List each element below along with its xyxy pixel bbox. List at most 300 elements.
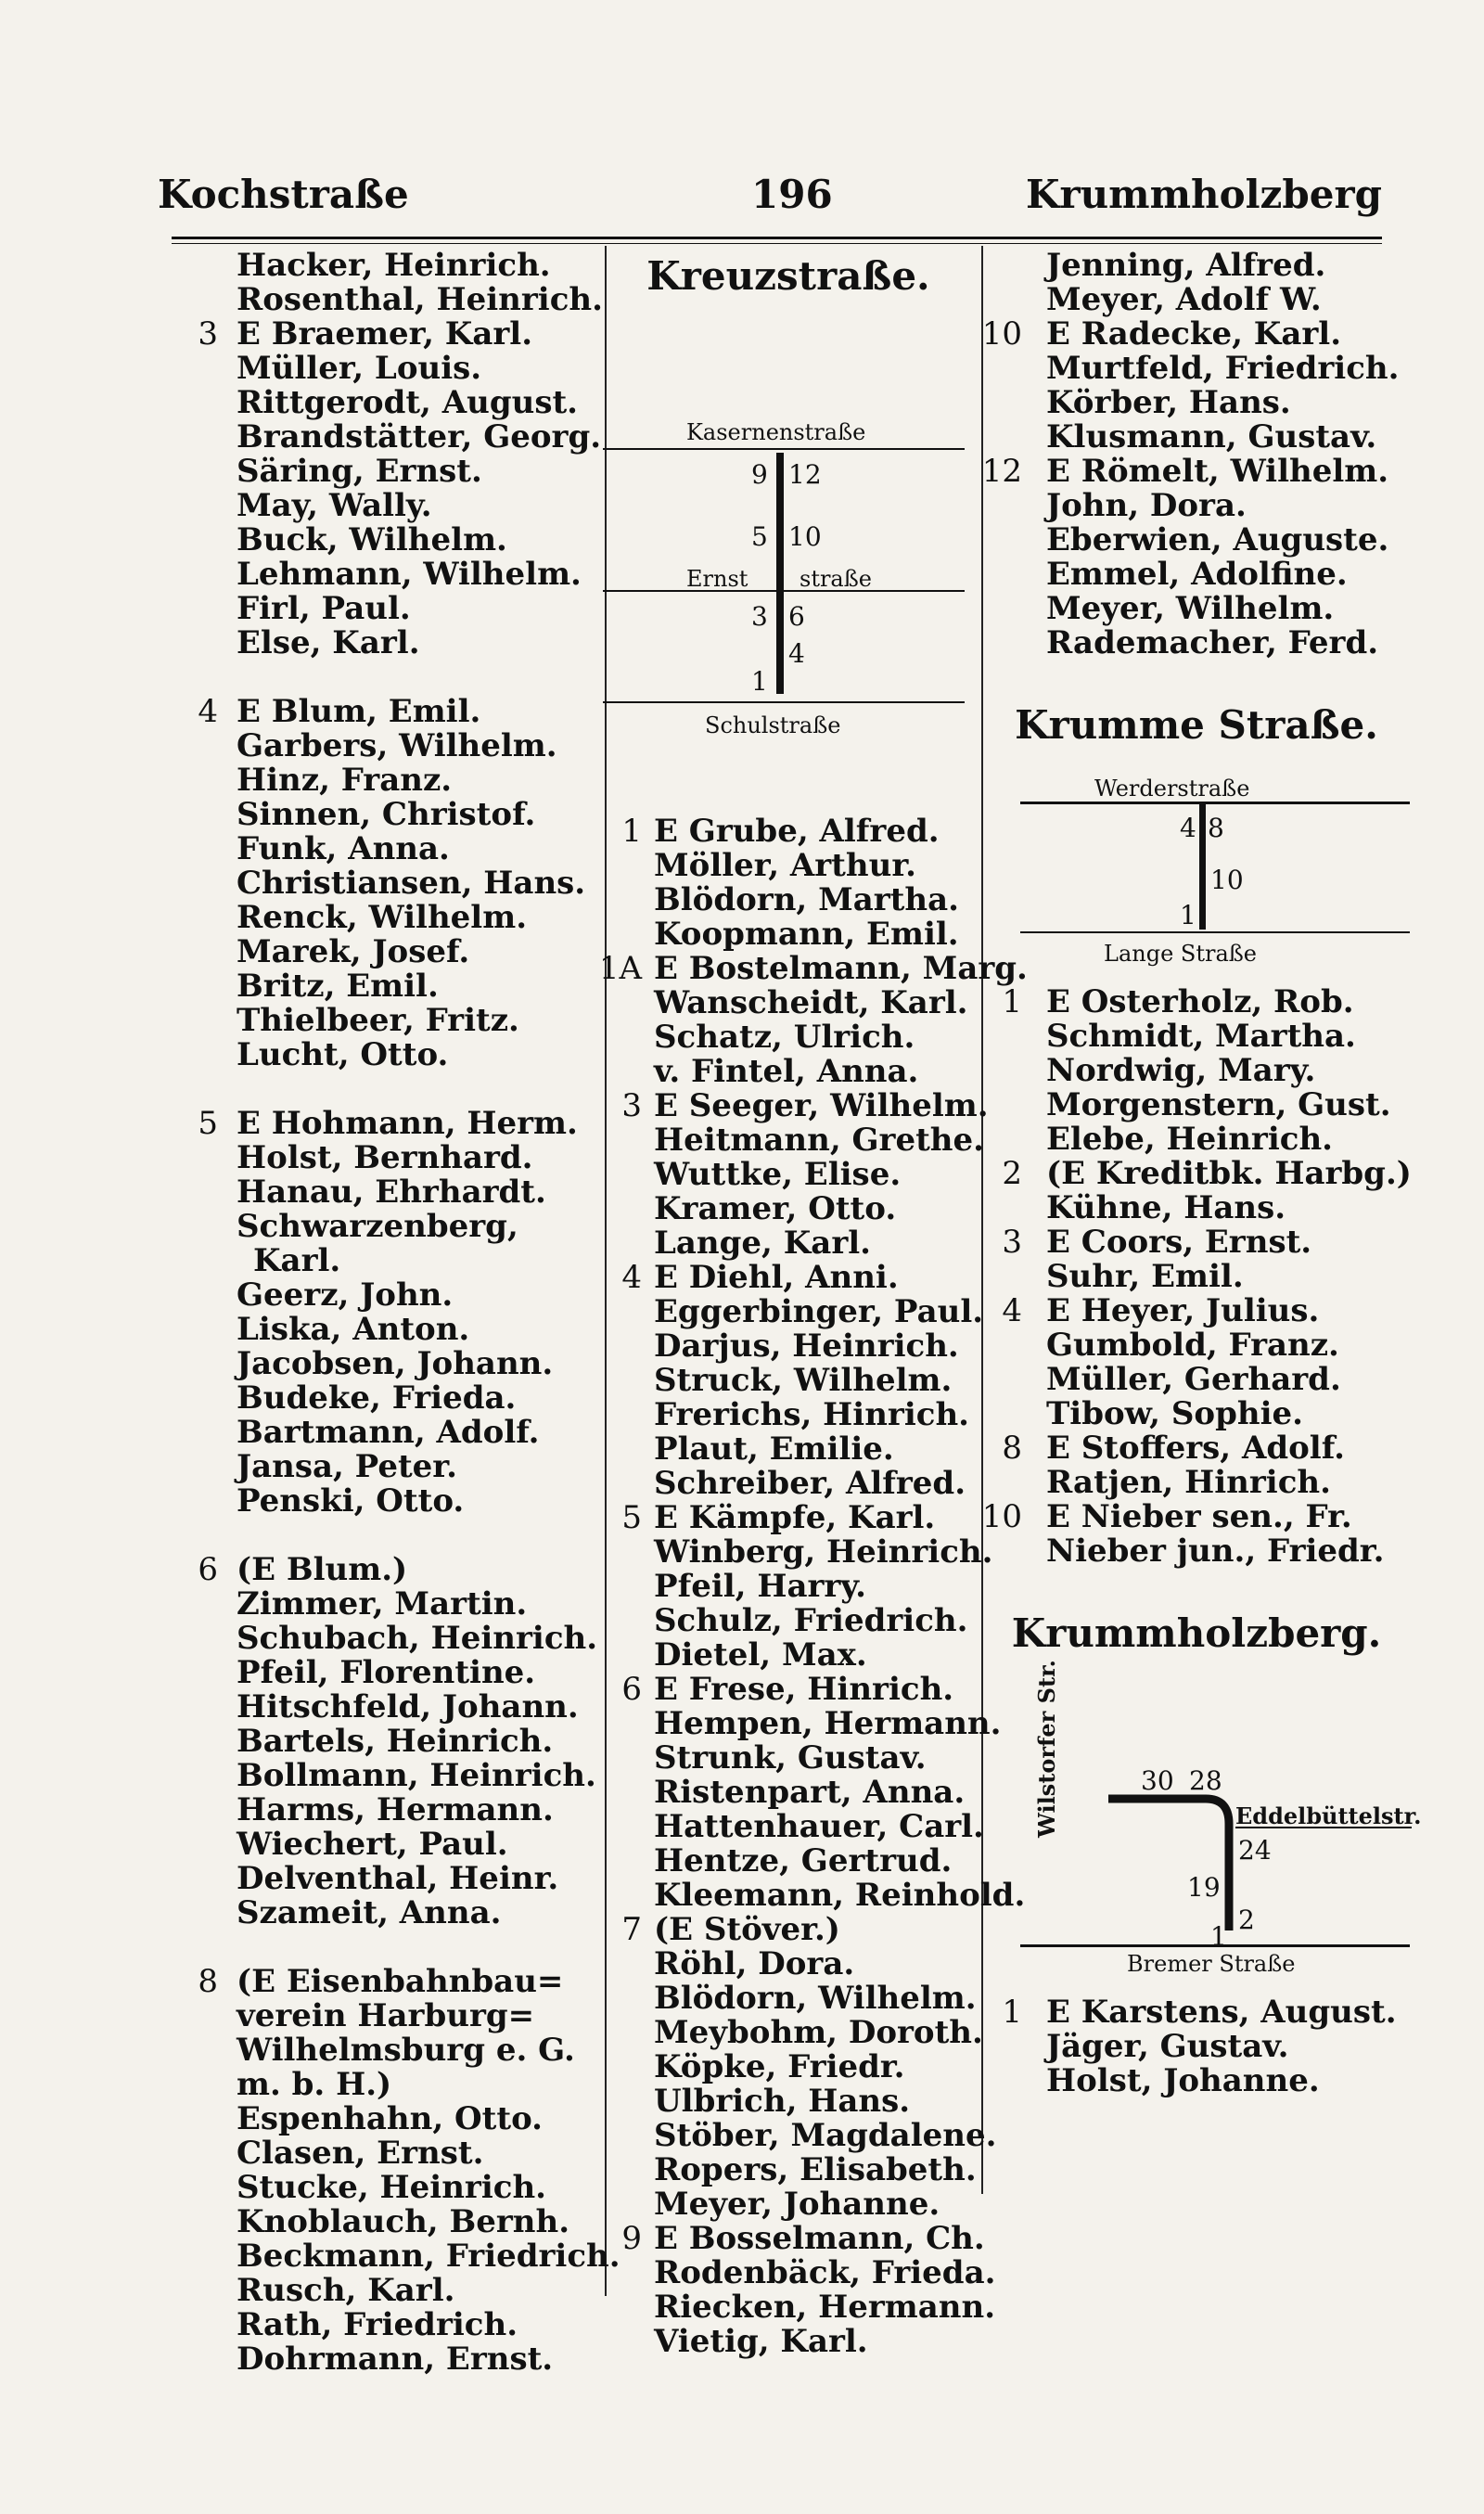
- resident-name: Holst, Johanne.: [1046, 2062, 1320, 2099]
- diagram-label-top: Kasernenstraße: [686, 419, 866, 445]
- resident-name: Rusch, Karl.: [237, 2272, 455, 2309]
- directory-entry: [172, 832, 598, 866]
- directory-entry: [594, 1533, 993, 1571]
- directory-entry: [974, 1431, 1419, 1466]
- resident-name: Rademacher, Ferd.: [1046, 624, 1379, 661]
- diagram-main-street: [1199, 804, 1206, 930]
- directory-entry: [172, 969, 598, 1004]
- resident-name: Schmidt, Martha.: [1046, 1018, 1356, 1055]
- resident-name: Wilhelmsburg e. G.: [237, 2032, 575, 2069]
- page-number: 196: [751, 172, 833, 217]
- house-number: 6: [788, 601, 805, 632]
- resident-name: Wiechert, Paul.: [237, 1826, 508, 1863]
- directory-entry: [594, 1705, 1002, 1742]
- directory-entry: [974, 558, 1419, 592]
- resident-name: Kleemann, Reinhold.: [654, 1877, 1026, 1914]
- directory-entry: [594, 1364, 983, 1398]
- directory-entry: [594, 2153, 983, 2187]
- directory-entry: [974, 1500, 1419, 1534]
- directory-entry: [172, 763, 598, 798]
- directory-entry: [974, 1122, 1419, 1157]
- street-diagram-kreuzstrasse: [594, 304, 983, 740]
- directory-entry: [974, 352, 1419, 386]
- directory-entry: [594, 1501, 983, 1535]
- resident-name: Holst, Bernhard.: [237, 1139, 533, 1176]
- resident-name: Renck, Wilhelm.: [237, 899, 528, 936]
- directory-entry: [594, 1877, 1026, 1914]
- resident-name: Schreiber, Alfred.: [654, 1465, 966, 1502]
- resident-name: Tibow, Sophie.: [1046, 1395, 1303, 1432]
- resident-name: Plaut, Emilie.: [654, 1430, 894, 1468]
- resident-name: E Coors, Ernst.: [1046, 1224, 1312, 1261]
- directory-entry: [594, 883, 983, 917]
- house-number: 3: [198, 315, 218, 353]
- directory-entry: [172, 1244, 598, 1278]
- directory-entry: [172, 1828, 598, 1862]
- resident-name: Eberwien, Auguste.: [1046, 521, 1389, 558]
- house-number: 28: [1189, 1765, 1222, 1796]
- directory-entry: [172, 1759, 598, 1793]
- directory-entry: [172, 2274, 598, 2308]
- directory-entry: [172, 1210, 598, 1244]
- resident-name: E Osterholz, Rob.: [1046, 983, 1354, 1020]
- street-title-kreuzstrasse: Kreuzstraße.: [646, 253, 930, 299]
- resident-name: Murtfeld, Friedrich.: [1046, 350, 1400, 387]
- directory-entry: [974, 455, 1419, 489]
- directory-entry: [172, 1175, 598, 1210]
- house-number: 4: [198, 693, 218, 730]
- diagram-cross-street-bottom: [603, 701, 965, 703]
- resident-name: E Heyer, Julius.: [1046, 1292, 1320, 1329]
- resident-name: Knoblauch, Bernh.: [237, 2203, 570, 2240]
- resident-name: Buck, Wilhelm.: [237, 521, 507, 558]
- resident-name: Koopmann, Emil.: [654, 916, 959, 953]
- directory-entry: [594, 814, 983, 849]
- directory-entry: [172, 1553, 598, 1587]
- directory-entry: [594, 1467, 983, 1501]
- house-number: 3: [751, 601, 768, 632]
- resident-name: Zimmer, Martin.: [237, 1585, 528, 1623]
- house-number: 1: [1180, 900, 1196, 930]
- house-number: 4: [621, 1259, 642, 1296]
- entry-gap: [172, 1519, 598, 1553]
- directory-entry: [172, 1107, 598, 1141]
- resident-name: Sinnen, Christof.: [237, 796, 536, 833]
- resident-name: Schatz, Ulrich.: [654, 1019, 915, 1056]
- resident-name: Meybohm, Doroth.: [654, 2014, 983, 2051]
- diagram-label-bottom: Schulstraße: [705, 712, 841, 738]
- resident-name: Budeke, Frieda.: [237, 1379, 517, 1417]
- entry-gap: [172, 1072, 598, 1107]
- resident-name: Blödorn, Wilhelm.: [654, 1980, 977, 2017]
- resident-name: Hitschfeld, Johann.: [237, 1688, 579, 1725]
- directory-entry: [974, 386, 1419, 420]
- resident-name: Rodenbäck, Frieda.: [654, 2254, 996, 2291]
- house-number: 8: [198, 1963, 218, 2000]
- resident-name: Kramer, Otto.: [654, 1190, 897, 1227]
- resident-name: Marek, Josef.: [237, 933, 470, 970]
- directory-entry: [594, 917, 983, 952]
- directory-entry: [594, 1947, 983, 1982]
- resident-name: Nordwig, Mary.: [1046, 1052, 1316, 1089]
- street-title-krumme-strasse: Krumme Straße.: [1015, 702, 1378, 748]
- directory-entry: [974, 1466, 1419, 1500]
- directory-entry: [172, 1896, 598, 1930]
- directory-entry: [172, 317, 598, 352]
- resident-name: (E Blum.): [237, 1551, 408, 1588]
- resident-name: E Hohmann, Herm.: [237, 1105, 578, 1142]
- directory-entry: [974, 985, 1419, 1020]
- directory-entry: [172, 1793, 598, 1828]
- directory-entry: [172, 455, 598, 489]
- directory-entry: [974, 626, 1419, 661]
- directory-entry: [594, 2325, 983, 2359]
- resident-name: Jansa, Peter.: [237, 1448, 457, 1485]
- house-number: 10: [981, 1498, 1022, 1535]
- resident-name: Hattenhauer, Carl.: [654, 1808, 984, 1845]
- directory-entry: [974, 1328, 1419, 1363]
- directory-entry: [172, 1965, 598, 1999]
- directory-entry: [172, 2171, 598, 2205]
- resident-name: Wuttke, Elise.: [654, 1156, 902, 1193]
- directory-entry: [172, 2342, 598, 2377]
- directory-entry: [974, 249, 1419, 283]
- street-title-krummholzberg: Krummholzberg.: [1011, 1610, 1382, 1656]
- resident-name: Jenning, Alfred.: [1046, 247, 1326, 284]
- house-number: 1: [621, 813, 642, 850]
- house-number: 8: [1208, 813, 1224, 843]
- diagram-label-right: Eddelbüttelstr.: [1235, 1802, 1422, 1829]
- directory-entry: [172, 1381, 598, 1416]
- directory-entry: [974, 523, 1419, 558]
- directory-entry: [594, 1673, 983, 1707]
- resident-name: Espenhahn, Otto.: [237, 2100, 543, 2137]
- directory-entry: [172, 1587, 598, 1622]
- resident-name: Körber, Hans.: [1046, 384, 1291, 421]
- resident-name: Wanscheidt, Karl.: [654, 984, 968, 1021]
- resident-name: E Radecke, Karl.: [1046, 315, 1342, 353]
- resident-name: Emmel, Adolfine.: [1046, 556, 1348, 593]
- diagram-label-mid-right: straße: [800, 566, 872, 592]
- directory-entry: [974, 489, 1419, 523]
- column-3: [974, 247, 1422, 2099]
- house-number: 1A: [598, 950, 642, 987]
- directory-entry: [594, 2254, 996, 2291]
- resident-name: Müller, Louis.: [237, 350, 482, 387]
- directory-entry: [594, 2016, 983, 2050]
- directory-entry: [172, 249, 598, 283]
- resident-name: Rosenthal, Heinrich.: [237, 281, 603, 318]
- resident-name: Jacobsen, Johann.: [237, 1345, 554, 1382]
- resident-name: Funk, Anna.: [237, 830, 450, 867]
- resident-name: Meyer, Wilhelm.: [1046, 590, 1335, 627]
- house-number: 6: [198, 1551, 218, 1588]
- resident-name: E Braemer, Karl.: [237, 315, 533, 353]
- directory-entry: [974, 1157, 1419, 1191]
- resident-name: Elebe, Heinrich.: [1046, 1121, 1334, 1158]
- resident-name: Kühne, Hans.: [1046, 1189, 1286, 1226]
- directory-entry: [594, 1055, 983, 1089]
- directory-entry: [974, 1191, 1419, 1225]
- directory-entry: [594, 950, 1028, 987]
- house-number: 19: [1187, 1872, 1221, 1903]
- directory-entry: [172, 798, 598, 832]
- directory-entry: [594, 2187, 983, 2222]
- directory-entry: [172, 729, 598, 763]
- house-number: 3: [1002, 1224, 1022, 1261]
- directory-entry: [172, 2102, 598, 2136]
- resident-name: Delventhal, Heinr.: [237, 1860, 559, 1897]
- directory-entry: [594, 2084, 983, 2119]
- resident-name: Schwarzenberg,: [237, 1208, 518, 1245]
- diagram-cross-street-top: [603, 448, 965, 450]
- resident-name: Ratjen, Hinrich.: [1046, 1464, 1331, 1501]
- resident-name: Brandstätter, Georg.: [237, 418, 602, 455]
- diagram-label-left: Wilstorfer Str.: [1033, 1660, 1060, 1838]
- directory-entry: [172, 1484, 598, 1519]
- resident-name: Gumbold, Franz.: [1046, 1327, 1339, 1364]
- directory-entry: [172, 489, 598, 523]
- diagram-main-street: [776, 453, 784, 694]
- resident-name: Rittgerodt, August.: [237, 384, 579, 421]
- resident-name: Lange, Karl.: [654, 1225, 871, 1262]
- resident-name: Röhl, Dora.: [654, 1945, 855, 1982]
- directory-entry: [594, 1982, 983, 2016]
- resident-name: Müller, Gerhard.: [1046, 1361, 1341, 1398]
- directory-entry: [172, 1278, 598, 1313]
- directory-entry: [594, 1226, 983, 1261]
- resident-name: E Grube, Alfred.: [654, 813, 940, 850]
- directory-entry: [594, 1810, 983, 1844]
- directory-entry: [172, 1690, 598, 1725]
- house-number: 1: [1002, 983, 1022, 1020]
- house-number: 5: [751, 521, 768, 552]
- header-left-street: Kochstraße: [158, 172, 409, 217]
- resident-name: Schulz, Friedrich.: [654, 1602, 968, 1639]
- directory-entry: [172, 2068, 598, 2102]
- directory-entry: [974, 1397, 1419, 1431]
- resident-name: Pfeil, Florentine.: [237, 1654, 536, 1691]
- directory-entry: [594, 1638, 983, 1673]
- resident-name: Suhr, Emil.: [1046, 1258, 1244, 1295]
- resident-name: Möller, Arthur.: [654, 847, 916, 884]
- resident-name: Dietel, Max.: [654, 1636, 867, 1674]
- house-number: 12: [788, 459, 822, 490]
- directory-entry: [594, 2117, 997, 2154]
- house-number: 12: [981, 453, 1022, 490]
- resident-name: Else, Karl.: [237, 624, 420, 661]
- directory-entry: [172, 1347, 598, 1381]
- resident-name: Pfeil, Harry.: [654, 1568, 867, 1605]
- directory-entry: [974, 1363, 1419, 1397]
- entries-krummholzberg: [974, 1995, 1419, 2098]
- directory-entry: [974, 1088, 1419, 1122]
- diagram-label-top: Werderstraße: [1094, 776, 1250, 802]
- directory-entry: [172, 1725, 598, 1759]
- resident-name: E Römelt, Wilhelm.: [1046, 453, 1389, 490]
- house-number: 5: [621, 1499, 642, 1536]
- resident-name: v. Fintel, Anna.: [654, 1053, 919, 1090]
- directory-entry: [172, 2136, 598, 2171]
- resident-name: John, Dora.: [1046, 487, 1247, 524]
- directory-entry: [172, 626, 598, 661]
- column-2: [594, 249, 1028, 2360]
- directory-entry: [594, 1741, 983, 1776]
- resident-name: Liska, Anton.: [237, 1311, 470, 1348]
- directory-entry: [172, 1450, 598, 1484]
- directory-entry: [974, 2030, 1419, 2064]
- diagram-cross-street-bottom: [1020, 931, 1410, 933]
- directory-entry: [594, 1261, 983, 1295]
- resident-name: Riecken, Hermann.: [654, 2289, 996, 2326]
- resident-name: Schubach, Heinrich.: [237, 1620, 598, 1657]
- directory-entry: [974, 283, 1419, 317]
- directory-entry: [172, 523, 598, 558]
- resident-name: Ristenpart, Anna.: [654, 1774, 966, 1811]
- resident-name: Stucke, Heinrich.: [237, 2169, 547, 2206]
- directory-entry: [974, 1020, 1419, 1054]
- resident-name: Ulbrich, Hans.: [654, 2083, 911, 2120]
- house-number: 1: [751, 666, 768, 697]
- directory-entry: [594, 1913, 983, 1947]
- house-number: 9: [621, 2220, 642, 2257]
- resident-name: Nieber jun., Friedr.: [1046, 1533, 1385, 1570]
- header-right-street: Krummholzberg: [1026, 172, 1382, 217]
- diagram-label-mid-left: Ernst: [686, 566, 748, 592]
- resident-name: (E Kreditbk. Harbg.): [1046, 1155, 1412, 1192]
- resident-name: E Frese, Hinrich.: [654, 1671, 954, 1708]
- house-number: 4: [788, 638, 805, 669]
- header-rule: [172, 237, 1382, 239]
- house-number: 5: [198, 1105, 218, 1142]
- resident-name: Winberg, Heinrich.: [654, 1533, 993, 1571]
- directory-entry: [172, 695, 598, 729]
- resident-name: verein Harburg=: [237, 1997, 535, 2034]
- resident-name: E Blum, Emil.: [237, 693, 481, 730]
- directory-entry: [172, 866, 598, 901]
- resident-name: Clasen, Ernst.: [237, 2135, 484, 2172]
- resident-name: Karl.: [253, 1242, 341, 1279]
- directory-entry: [594, 1776, 983, 1810]
- directory-entry: [172, 2205, 598, 2239]
- directory-entry: [974, 1054, 1419, 1088]
- directory-entry: [974, 1260, 1419, 1294]
- directory-entry: [172, 352, 598, 386]
- directory-entry: [172, 1038, 598, 1072]
- resident-name: Struck, Wilhelm.: [654, 1362, 953, 1399]
- directory-entry: [594, 1329, 983, 1364]
- resident-name: Köpke, Friedr.: [654, 2048, 905, 2085]
- resident-name: E Bosselmann, Ch.: [654, 2220, 985, 2257]
- resident-name: Darjus, Heinrich.: [654, 1328, 959, 1365]
- resident-name: Lehmann, Wilhelm.: [237, 556, 582, 593]
- directory-entry: [172, 386, 598, 420]
- resident-name: Lucht, Otto.: [237, 1036, 449, 1073]
- directory-entry: [594, 1295, 983, 1329]
- entry-gap: [172, 1930, 598, 1965]
- directory-entry: [594, 1158, 983, 1192]
- directory-entry: [172, 1313, 598, 1347]
- directory-entry: [172, 1004, 598, 1038]
- entries-krumme-strasse: [974, 985, 1419, 1569]
- directory-entry: [172, 2308, 598, 2342]
- house-number: 9: [751, 459, 768, 490]
- directory-entry: [172, 1141, 598, 1175]
- resident-name: Geerz, John.: [237, 1276, 454, 1314]
- house-number: 6: [621, 1671, 642, 1708]
- page-header: [158, 172, 1382, 227]
- diagram-label-bottom: Bremer Straße: [1127, 1951, 1296, 1977]
- resident-name: Heitmann, Grethe.: [654, 1122, 984, 1159]
- resident-name: Thielbeer, Fritz.: [237, 1002, 519, 1039]
- resident-name: Strunk, Gustav.: [654, 1739, 927, 1776]
- resident-name: Frerichs, Hinrich.: [654, 1396, 969, 1433]
- house-number: 10: [788, 521, 822, 552]
- diagram-label-bottom: Lange Straße: [1104, 941, 1257, 967]
- directory-entry: [172, 1999, 598, 2033]
- resident-name: Bartmann, Adolf.: [237, 1414, 540, 1451]
- house-number: 2: [1002, 1155, 1022, 1192]
- resident-name: Firl, Paul.: [237, 590, 411, 627]
- house-number: 30: [1141, 1765, 1174, 1796]
- directory-entry: [594, 1123, 983, 1158]
- diagram-cross-street-top: [1020, 802, 1410, 804]
- resident-name: Klusmann, Gustav.: [1046, 418, 1377, 455]
- resident-name: E Kämpfe, Karl.: [654, 1499, 936, 1536]
- resident-name: Ropers, Elisabeth.: [654, 2151, 977, 2188]
- house-number: 10: [981, 315, 1022, 353]
- resident-name: Britz, Emil.: [237, 968, 439, 1005]
- house-number: 2: [1238, 1905, 1255, 1935]
- resident-name: Christiansen, Hans.: [237, 865, 586, 902]
- directory-entry: [594, 2050, 983, 2084]
- resident-name: Hempen, Hermann.: [654, 1705, 1002, 1742]
- directory-entry: [594, 1192, 983, 1226]
- directory-entry: [594, 1087, 989, 1124]
- directory-entry: [974, 1294, 1419, 1328]
- house-number: 1: [1002, 1994, 1022, 2031]
- resident-name: Eggerbinger, Paul.: [654, 1293, 984, 1330]
- directory-entry: [172, 418, 602, 455]
- directory-entry: [594, 1604, 983, 1638]
- directory-entry: [172, 281, 603, 318]
- resident-name: Hacker, Heinrich.: [237, 247, 551, 284]
- directory-entry: [594, 849, 983, 883]
- resident-name: (E Stöver.): [654, 1911, 840, 1948]
- house-number: 8: [1002, 1430, 1022, 1467]
- resident-name: Penski, Otto.: [237, 1482, 465, 1520]
- resident-name: E Seeger, Wilhelm.: [654, 1087, 989, 1124]
- resident-name: Säring, Ernst.: [237, 453, 482, 490]
- resident-name: May, Wally.: [237, 487, 432, 524]
- entry-gap: [172, 661, 598, 695]
- resident-name: Szameit, Anna.: [237, 1894, 502, 1931]
- directory-entry: [172, 2033, 598, 2068]
- directory-entry: [594, 2222, 983, 2256]
- resident-name: Bollmann, Heinrich.: [237, 1757, 596, 1794]
- resident-name: E Stoffers, Adolf.: [1046, 1430, 1345, 1467]
- house-number: 4: [1002, 1292, 1022, 1329]
- diagram-side-street: [1235, 1827, 1412, 1828]
- resident-name: Hentze, Gertrud.: [654, 1842, 953, 1879]
- resident-name: (E Eisenbahnbau=: [237, 1963, 564, 2000]
- directory-entry: [172, 1622, 598, 1656]
- directory-entry: [974, 1534, 1419, 1569]
- resident-name: Dohrmann, Ernst.: [237, 2341, 554, 2378]
- resident-name: Morgenstern, Gust.: [1046, 1086, 1391, 1123]
- directory-entry: [974, 1995, 1419, 2030]
- directory-entry: [594, 1844, 983, 1879]
